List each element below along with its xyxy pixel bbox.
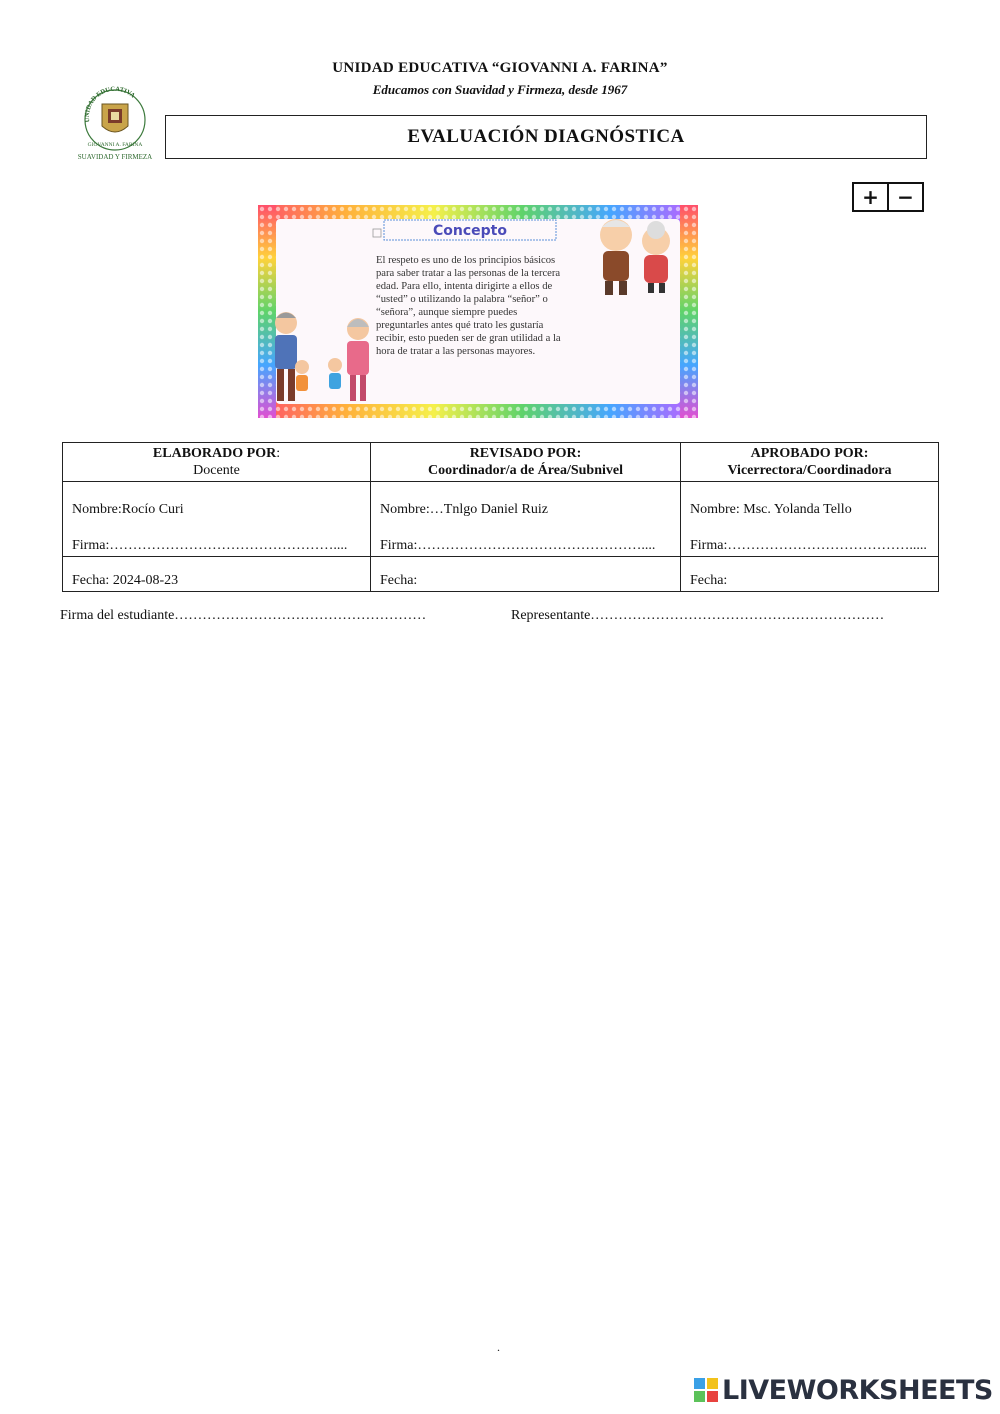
reviewed-name: Nombre:…Tnlgo Daniel Ruiz xyxy=(380,502,548,517)
reviewed-date: Fecha: xyxy=(380,573,418,588)
svg-text:edad. Para ello, intenta dirig: edad. Para ello, intenta dirigirte a ellos de xyxy=(376,281,553,292)
approved-signature: Firma:…………………………………..... xyxy=(690,538,927,553)
reviewed-header: REVISADO POR: Coordinador/a de Área/Subnivel xyxy=(371,443,681,482)
school-logo xyxy=(68,84,162,162)
svg-text:“usted” o utilizando la palabr: “usted” o utilizando la palabra “señor” o xyxy=(376,294,548,305)
approved-date: Fecha: xyxy=(690,573,728,588)
zoom-out-button[interactable]: − xyxy=(887,184,922,210)
concept-heading: Concepto xyxy=(433,223,507,239)
svg-text:El respeto es uno de los princ: El respeto es uno de los principios básicos xyxy=(376,255,556,266)
svg-text:SUAVIDAD Y FIRMEZA: SUAVIDAD Y FIRMEZA xyxy=(77,153,153,161)
elaborated-name: Nombre:Rocío Curi xyxy=(72,502,184,517)
elaborated-header: ELABORADO POR: Docente xyxy=(63,443,371,482)
svg-text:UNIDAD EDUCATIVA: UNIDAD EDUCATIVA xyxy=(83,85,137,123)
approval-table xyxy=(62,442,939,592)
svg-text:preguntarles antes qué trato l: preguntarles antes qué trato les gustaría xyxy=(376,320,544,331)
elaborated-date: Fecha: 2024-08-23 xyxy=(72,573,179,588)
reviewed-signature: Firma:………………………………………….... xyxy=(380,538,656,553)
liveworksheets-icon xyxy=(694,1378,718,1402)
document-title: EVALUACIÓN DIAGNÓSTICA xyxy=(165,115,927,159)
svg-text:hora de tratar a las personas: hora de tratar a las personas mayores. xyxy=(376,346,536,357)
svg-text:recibir, esto pueden ser de gr: recibir, esto pueden ser de gran utilidad a la xyxy=(376,333,561,344)
school-motto: Educamos con Suavidad y Firmeza, desde 1967 xyxy=(372,82,628,97)
zoom-controls xyxy=(852,182,924,212)
school-name: UNIDAD EDUCATIVA “GIOVANNI A. FARINA” xyxy=(332,60,668,76)
zoom-in-button[interactable]: + xyxy=(862,185,879,209)
approval-header-row xyxy=(63,443,939,482)
student-signature-line: Firma del estudiante……………………………………………… xyxy=(60,608,427,623)
approved-header: APROBADO POR: Vicerrectora/Coordinadora xyxy=(681,443,939,482)
svg-text:GIOVANNI A. FARINA: GIOVANNI A. FARINA xyxy=(87,142,143,148)
page-marker: . xyxy=(497,1340,500,1354)
elaborated-signature: Firma:………………………………………….... xyxy=(72,538,348,553)
svg-text:para saber tratar a las person: para saber tratar a las personas de la tercera xyxy=(376,268,561,279)
approved-name: Nombre: Msc. Yolanda Tello xyxy=(690,502,852,517)
liveworksheets-wordmark: LIVEWORKSHEETS xyxy=(722,1374,993,1406)
approval-date-row xyxy=(63,557,939,592)
approval-name-row xyxy=(63,482,939,557)
concept-image xyxy=(258,205,698,418)
svg-text:“señora”, aunque siempre puede: “señora”, aunque siempre puedes xyxy=(376,307,518,318)
representative-signature-line: Representante……………………………………………………… xyxy=(511,608,885,623)
liveworksheets-logo[interactable] xyxy=(694,1373,993,1407)
